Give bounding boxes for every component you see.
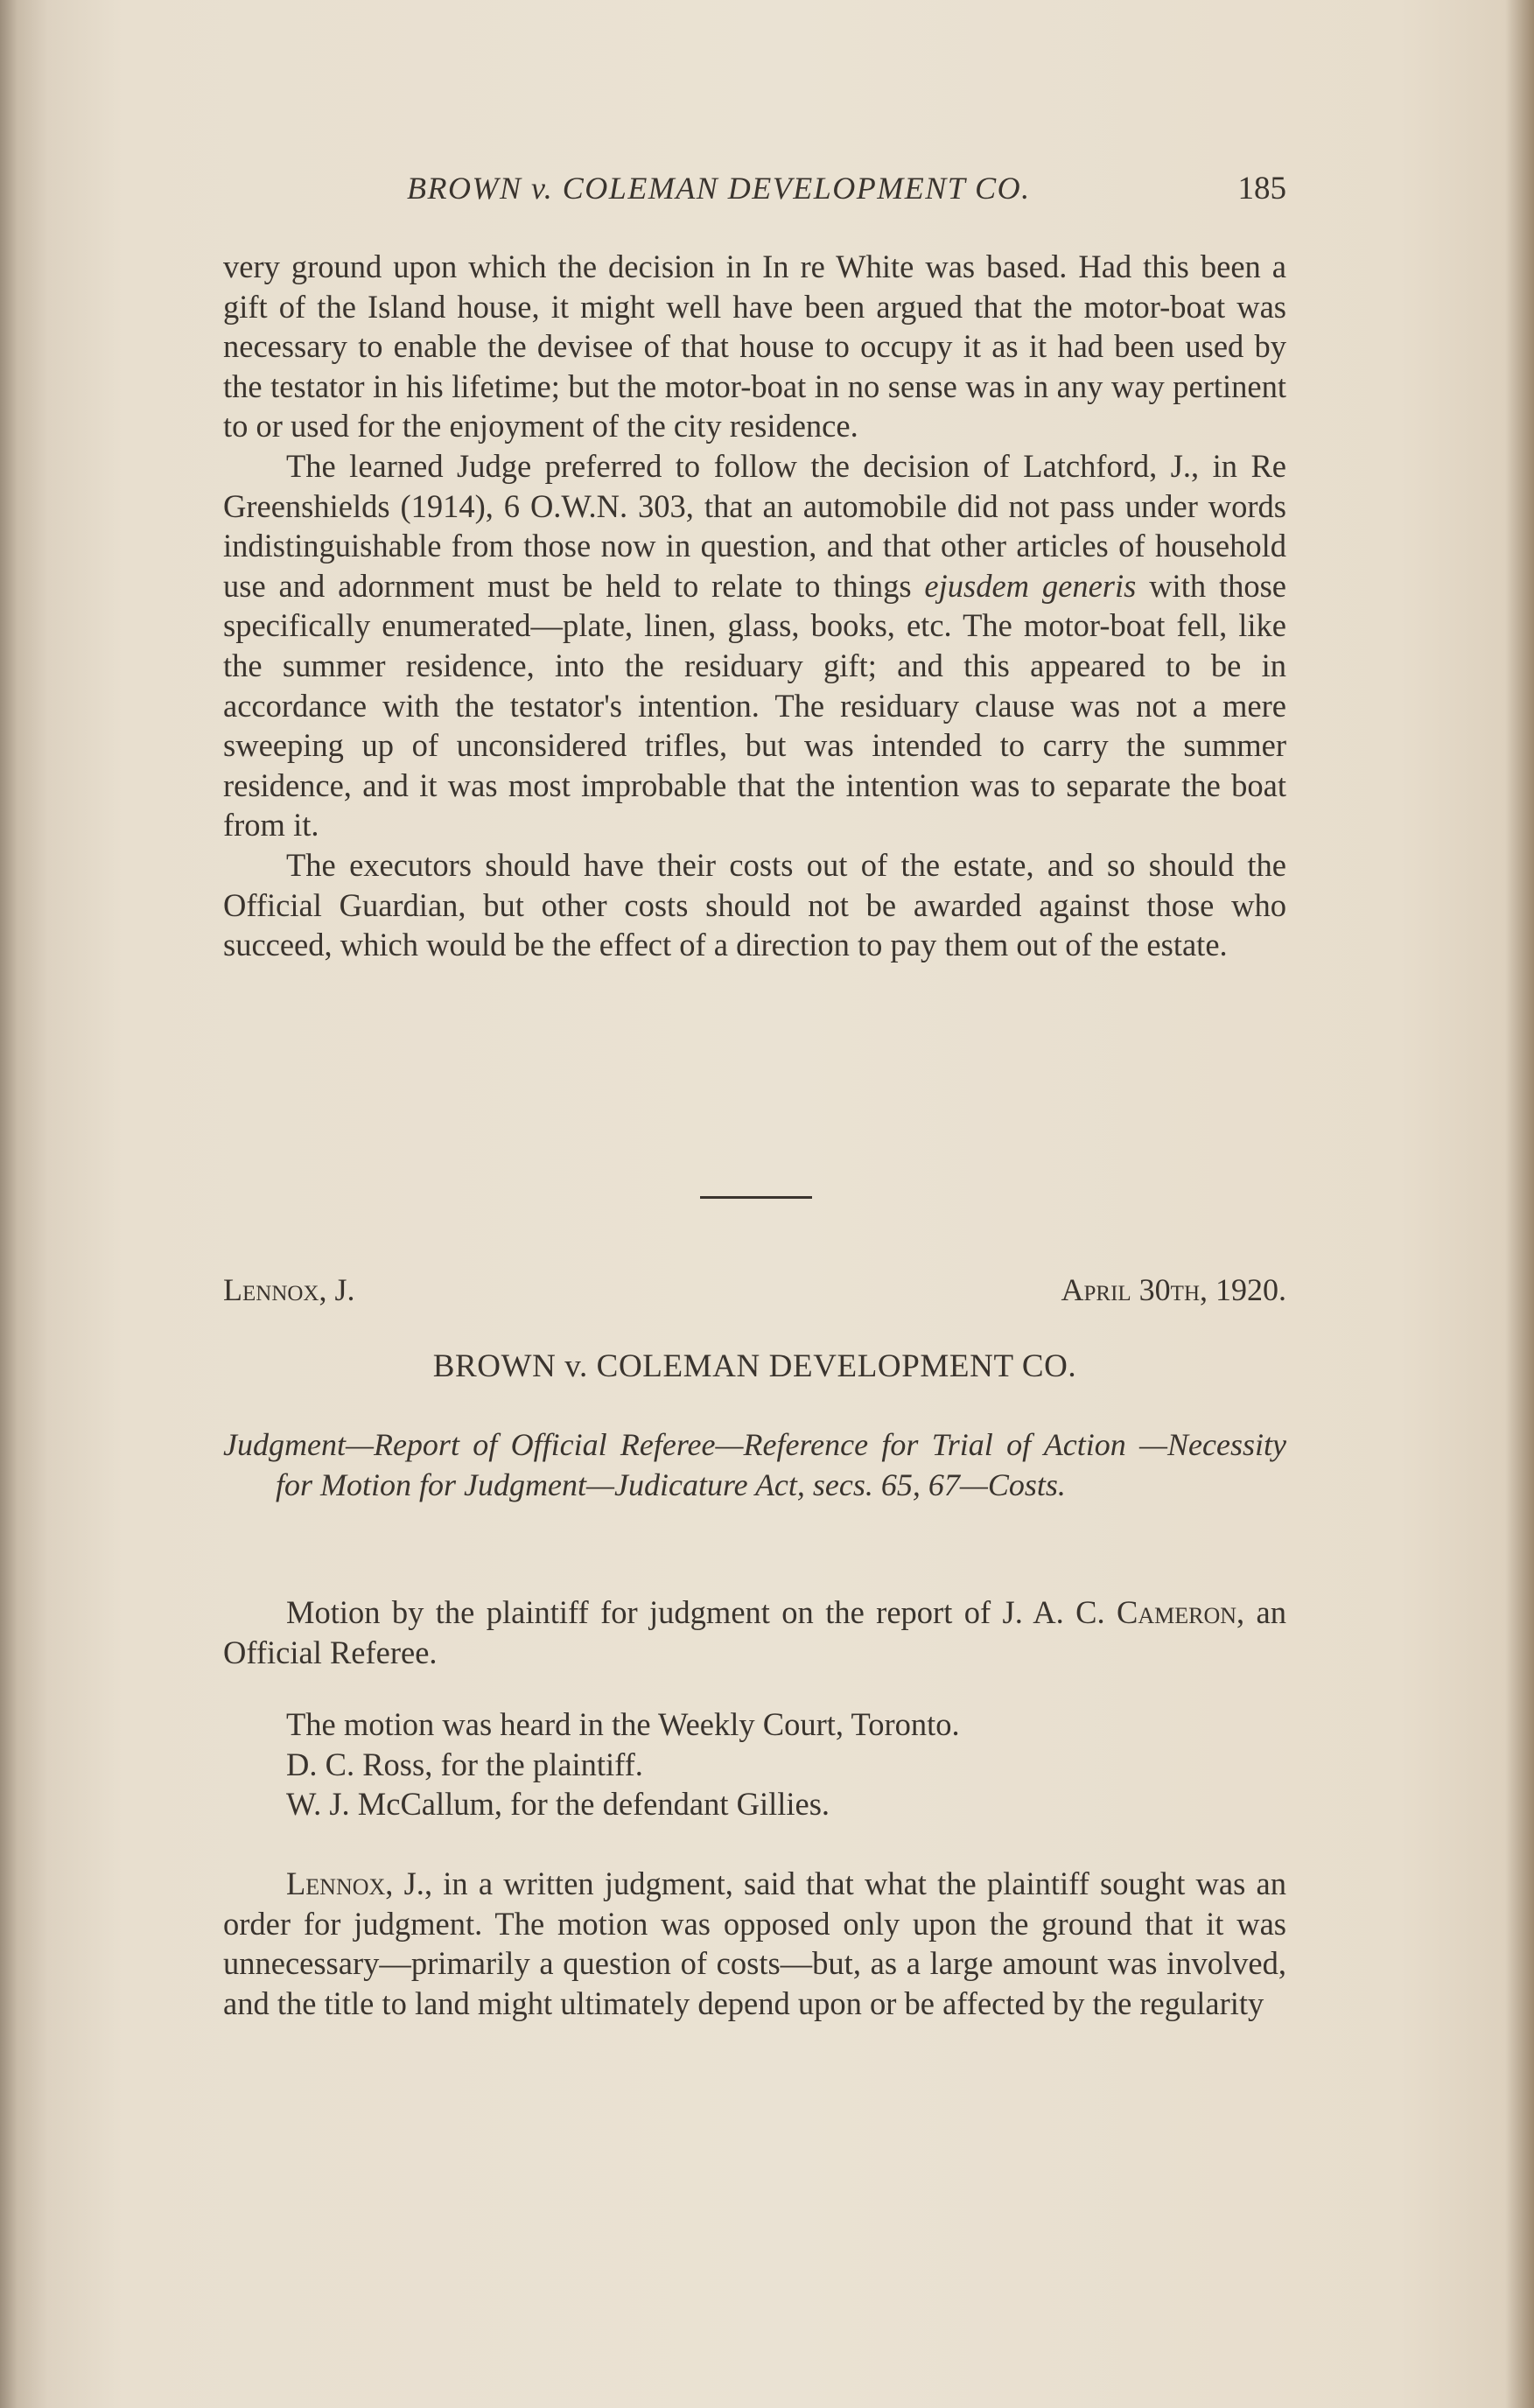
case-title: BROWN v. COLEMAN DEVELOPMENT CO. xyxy=(432,1348,1077,1384)
counsel-line: D. C. Ross, for the plaintiff. xyxy=(286,1746,643,1782)
continuation-text xyxy=(223,247,1286,965)
page-number: 185 xyxy=(1237,171,1286,206)
text-run: , in a written judgment, said that what the plaintiff sought was an order for judgment. The motion was opposed only upon the ground that it was unnecessary—primarily a question of costs—but, as a large amount was involved, and the title to land might ultimately depend upon or be affected by the regularity xyxy=(223,1866,1286,2021)
counsel-list xyxy=(223,1704,1286,1824)
running-head: BROWN v. COLEMAN DEVELOPMENT CO. xyxy=(407,171,1031,206)
paragraph: The executors should have their costs out of the estate, and so should the Official Guardian, but other costs should not be awarded against those who succeed, which would be the effect of a direction to pay them out of the estate. xyxy=(223,846,1286,963)
paragraph xyxy=(223,446,1286,845)
text-run: with those specifically enumerated—plate, linen, glass, books, etc. The motor-boat fell, like the summer residence, into the residuary gift; and this appeared to be in accordance with the testator's intention. The residuary clause was not a mere sweeping up of unconsidered trifles, but was intended to carry the summer residence, and it was most improbable that the intention was to separate the boat from it. xyxy=(223,567,1286,844)
judge-name: Lennox, J. xyxy=(223,1272,355,1307)
referee-name: Cameron xyxy=(1117,1594,1237,1630)
paragraph xyxy=(223,1864,1286,2023)
latin-phrase: ejusdem generis xyxy=(924,567,1137,604)
hearing-line: The motion was heard in the Weekly Court, Toronto. xyxy=(286,1706,960,1742)
section-divider xyxy=(700,1196,812,1199)
headnote xyxy=(223,1424,1286,1505)
judgment-date: April 30th, 1920. xyxy=(1061,1272,1286,1307)
case-dateline xyxy=(223,1271,1286,1315)
page-header xyxy=(223,170,1286,214)
counsel-line: W. J. McCallum, for the defendant Gillies. xyxy=(286,1786,830,1823)
text-run: The learned Judge preferred to follow the decision of Latchford, J., in Re Greenshields (1914), 6 O.W.N. 303, that an automobile did not pass under words indistinguishable from those now in question, and that other articles of household use and adornment must be held to relate to things xyxy=(223,447,1286,604)
text-run: Motion by the plaintiff for judgment on the report of J. A. C. xyxy=(286,1594,1117,1630)
paragraph: very ground upon which the decision in In re White was based. Had this been a gift of the Island house, it might well have been argued that the motor-boat was necessary to enable the devisee of that house to occupy it as it had been used by the testator in his lifetime; but the motor-boat in no sense was in any way pertinent to or used for the enjoyment of the city residence. xyxy=(223,248,1286,444)
judgment-text xyxy=(223,1864,1286,2023)
paragraph xyxy=(223,1592,1286,1672)
motion-text xyxy=(223,1592,1286,1672)
text-run: , an Official Referee. xyxy=(223,1594,1287,1670)
headnote-text: Judgment—Report of Official Referee—Reference for Trial of Action —Necessity for Motion for Judgment—Judicature Act, secs. 65, 67—Costs. xyxy=(223,1427,1286,1502)
judge-name-inline: Lennox, J. xyxy=(286,1866,424,1901)
